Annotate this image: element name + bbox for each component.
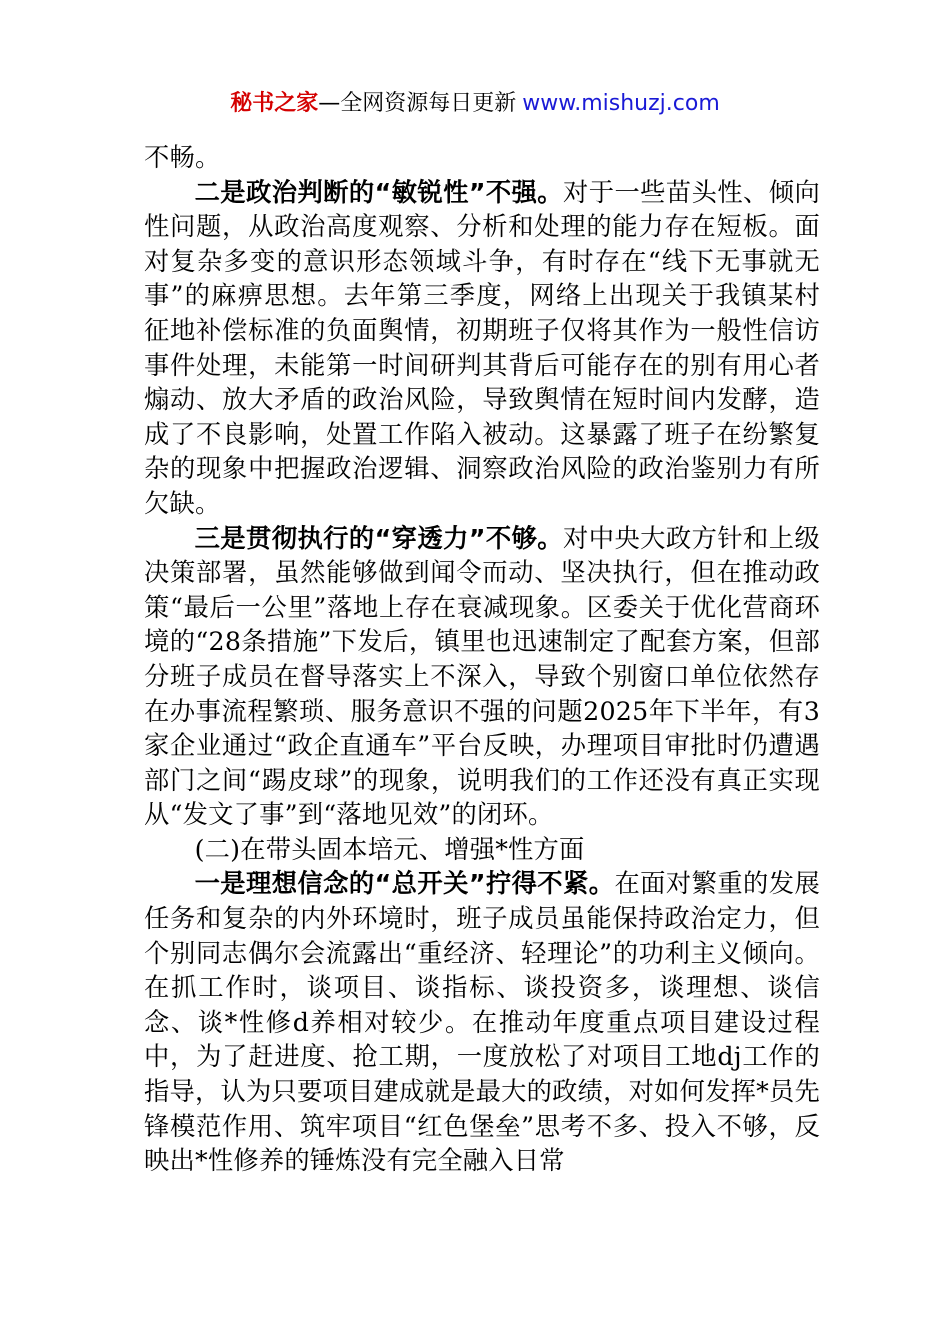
paragraph-political-judgment: [144, 176, 820, 522]
paragraph-execution: [144, 522, 820, 833]
section-heading: [144, 833, 820, 868]
paragraph-ideals-beliefs: [144, 867, 820, 1178]
paragraph-continuation: [144, 141, 820, 176]
paragraph-heading: 三是贯彻执行的“穿透力”不够。: [194, 523, 564, 553]
header-brand: 秘书之家: [230, 91, 319, 116]
paragraph-heading: 二是政治判断的“敏锐性”不强。: [194, 177, 564, 207]
header-tagline: —全网资源每日更新: [318, 91, 517, 116]
paragraph-text: 在面对繁重的发展任务和复杂的内外环境时，班子成员虽能保持政治定力，但个别同志偶尔会流露出“重经济、轻理论”的功利主义倾向。在抓工作时，谈项目、谈指标、谈投资多，谈理想、谈信念、谈*性修d养相对较少。在推动年度重点项目建设过程中，为了赶进度、抢工期，一度放松了对项目工地dj工作的指导，认为只要项目建成就是最大的政绩，对如何发挥*员先锋模范作用、筑牢项目“红色堡垒”思考不多、投入不够，反映出*性修养的锤炼没有完全融入日常: [144, 869, 820, 1176]
paragraph-text: 不畅。: [144, 143, 221, 172]
section-heading-text: (二)在带头固本培元、增强*性方面: [194, 834, 585, 864]
page-header: [0, 88, 950, 120]
paragraph-text: 对中央大政方针和上级决策部署，虽然能够做到闻令而动、坚决执行，但在推动政策“最后一公里”落地上存在衰减现象。区委关于优化营商环境的“28条措施”下发后，镇里也迅速制定了配套方案，但部分班子成员在督导落实上不深入，导致个别窗口单位依然存在办事流程繁琐、服务意识不强的问题2025年下半年，有3家企业通过“政企直通车”平台反映，办理项目审批时仍遭遇部门之间“踢皮球”的现象，说明我们的工作还没有真正实现从“发文了事”到“落地见效”的闭环。: [144, 523, 820, 830]
document-body: [144, 141, 820, 1179]
header-url-link[interactable]: www.mishuzj.com: [522, 91, 720, 116]
paragraph-text: 对于一些苗头性、倾向性问题，从政治高度观察、分析和处理的能力存在短板。面对复杂多变的意识形态领域斗争，有时存在“线下无事就无事”的麻痹思想。去年第三季度，网络上出现关于我镇某村征地补偿标准的负面舆情，初期班子仅将其作为一般性信访事件处理，未能第一时间研判其背后可能存在的别有用心者煽动、放大矛盾的政治风险，导致舆情在短时间内发酵，造成了不良影响，处置工作陷入被动。这暴露了班子在纷繁复杂的现象中把握政治逻辑、洞察政治风险的政治鉴别力有所欠缺。: [144, 177, 820, 518]
paragraph-heading: 一是理想信念的“总开关”拧得不紧。: [194, 869, 615, 899]
